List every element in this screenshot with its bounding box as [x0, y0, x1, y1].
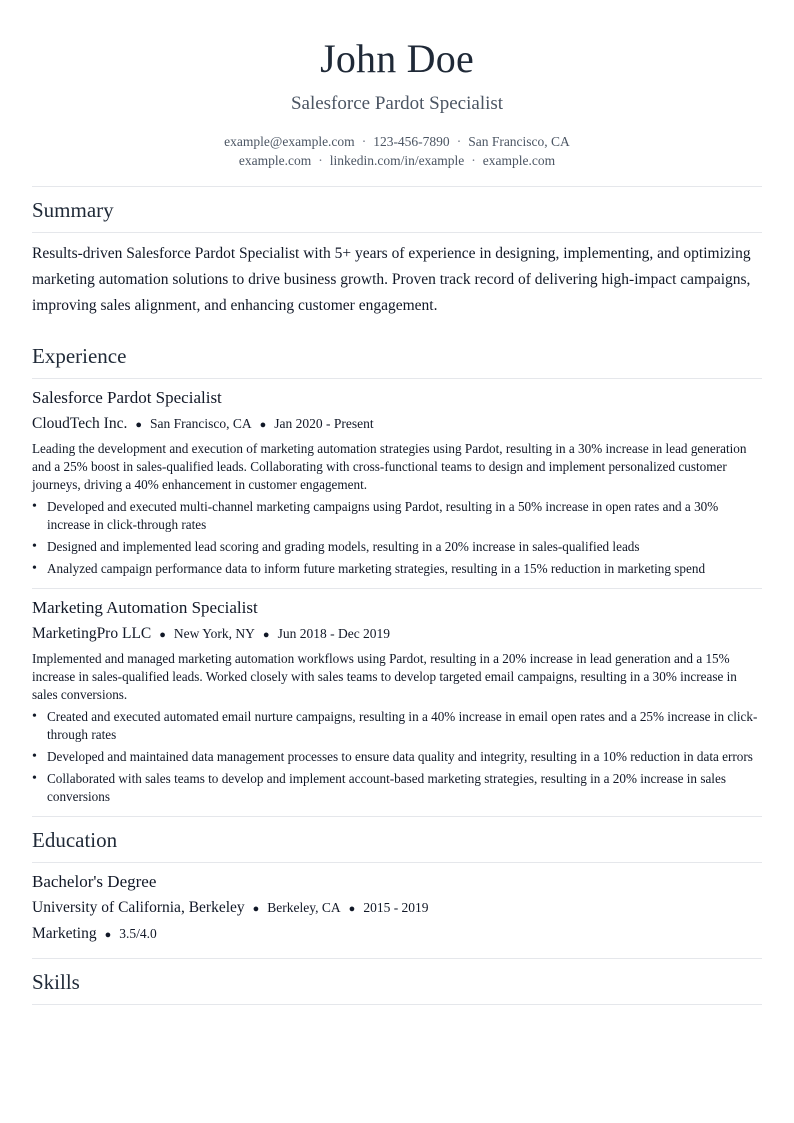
job-description: Leading the development and execution of marketing automation strategies using Pardot, resulting in a 30% increase in lead generation and a 25% boost in sales-qualified leads. Collaborating with cross-functional teams to design and implement personalized customer journeys, driving a 40% enhancement in customer engagement.: [32, 441, 747, 492]
job-meta: [32, 623, 762, 646]
candidate-title: Salesforce Pardot Specialist: [290, 93, 504, 114]
job-entry: [32, 589, 762, 817]
job-location: New York, NY: [173, 626, 255, 641]
job-meta: [32, 413, 762, 436]
contact-info: [32, 132, 762, 170]
email-link[interactable]: example@example.com: [224, 134, 355, 149]
list-item: • Analyzed campaign performance data to inform future marketing strategies, resulting in a 15% reduction in marketing spend: [32, 560, 762, 578]
candidate-name: John Doe: [320, 36, 474, 81]
skills-section: [32, 959, 762, 1005]
company-name: MarketingPro LLC: [32, 625, 152, 642]
education-details: [32, 923, 762, 946]
gpa: 3.5/4.0: [119, 926, 157, 941]
section-rule: [32, 232, 762, 233]
website-link[interactable]: example.com: [238, 153, 312, 168]
school-name: University of California, Berkeley: [32, 899, 245, 916]
degree-name: Bachelor's Degree: [32, 872, 157, 891]
list-item: • Developed and executed multi-channel marketing campaigns using Pardot, resulting in a 50% increase in open rates and a 30% increase in click-through rates: [32, 498, 762, 534]
bullet-separator: ●: [159, 629, 166, 641]
section-heading-skills: Skills: [32, 970, 80, 994]
phone-number[interactable]: 123-456-7890: [373, 134, 450, 149]
section-rule: [32, 1004, 762, 1005]
list-item: • Developed and maintained data management processes to ensure data quality and integrity, resulting in a 10% reduction in data errors: [32, 748, 762, 766]
bullet-separator: ●: [252, 903, 260, 915]
bullet-separator: ●: [104, 929, 112, 941]
summary-section: [32, 187, 762, 319]
separator: ·: [471, 153, 476, 168]
section-heading-education: Education: [32, 828, 118, 852]
portfolio-link[interactable]: example.com: [482, 153, 556, 168]
job-title: Salesforce Pardot Specialist: [32, 388, 222, 407]
list-item: • Collaborated with sales teams to develop and implement account-based marketing strategies, resulting in a 20% increase in sales conversions: [32, 770, 762, 806]
job-achievements: [32, 708, 762, 806]
bullet-separator: ●: [135, 419, 142, 431]
job-title: Marketing Automation Specialist: [32, 598, 258, 617]
separator: ·: [361, 134, 367, 149]
education-entry: [32, 863, 762, 958]
summary-text: Results-driven Salesforce Pardot Specialist with 5+ years of experience in designing, implementing, and optimizing marketing automation solutions to drive business growth. Proven track record of delivering high-impact campaigns, improving sales alignment, and enhancing customer engagement.: [32, 245, 751, 314]
contact-line-1: [32, 132, 762, 151]
bullet-separator: ●: [259, 419, 267, 431]
list-item: • Created and executed automated email nurture campaigns, resulting in a 40% increase in email open rates and a 25% increase in click-through rates: [32, 708, 762, 744]
company-name: CloudTech Inc.: [32, 415, 128, 432]
section-heading-summary: Summary: [32, 198, 114, 222]
job-description: Implemented and managed marketing automation workflows using Pardot, resulting in a 20% increase in lead generation and a 15% increase in sales-qualified leads. Worked closely with sales teams to develop targeted email campaigns, resulting in a 30% increase in sales conversions.: [32, 651, 737, 702]
education-dates: 2015 - 2019: [363, 900, 429, 915]
job-achievements: [32, 498, 762, 578]
field-of-study: Marketing: [32, 925, 97, 942]
separator: ·: [456, 134, 462, 149]
list-item: • Designed and implemented lead scoring and grading models, resulting in a 20% increase in sales-qualified leads: [32, 538, 762, 556]
education-section: [32, 817, 762, 959]
school-location: Berkeley, CA: [267, 900, 341, 915]
bullet-separator: ●: [348, 903, 356, 915]
job-entry: [32, 379, 762, 589]
contact-line-2: [32, 151, 762, 170]
separator: ·: [318, 153, 323, 168]
location: San Francisco, CA: [468, 134, 570, 149]
job-location: San Francisco, CA: [150, 416, 252, 431]
job-dates: Jun 2018 - Dec 2019: [277, 626, 391, 641]
education-meta: [32, 897, 762, 920]
job-dates: Jan 2020 - Present: [274, 416, 374, 431]
linkedin-link[interactable]: linkedin.com/in/example: [329, 153, 465, 168]
bullet-separator: ●: [262, 629, 270, 641]
resume-header: [32, 36, 762, 170]
section-heading-experience: Experience: [32, 344, 127, 368]
experience-section: [32, 333, 762, 817]
